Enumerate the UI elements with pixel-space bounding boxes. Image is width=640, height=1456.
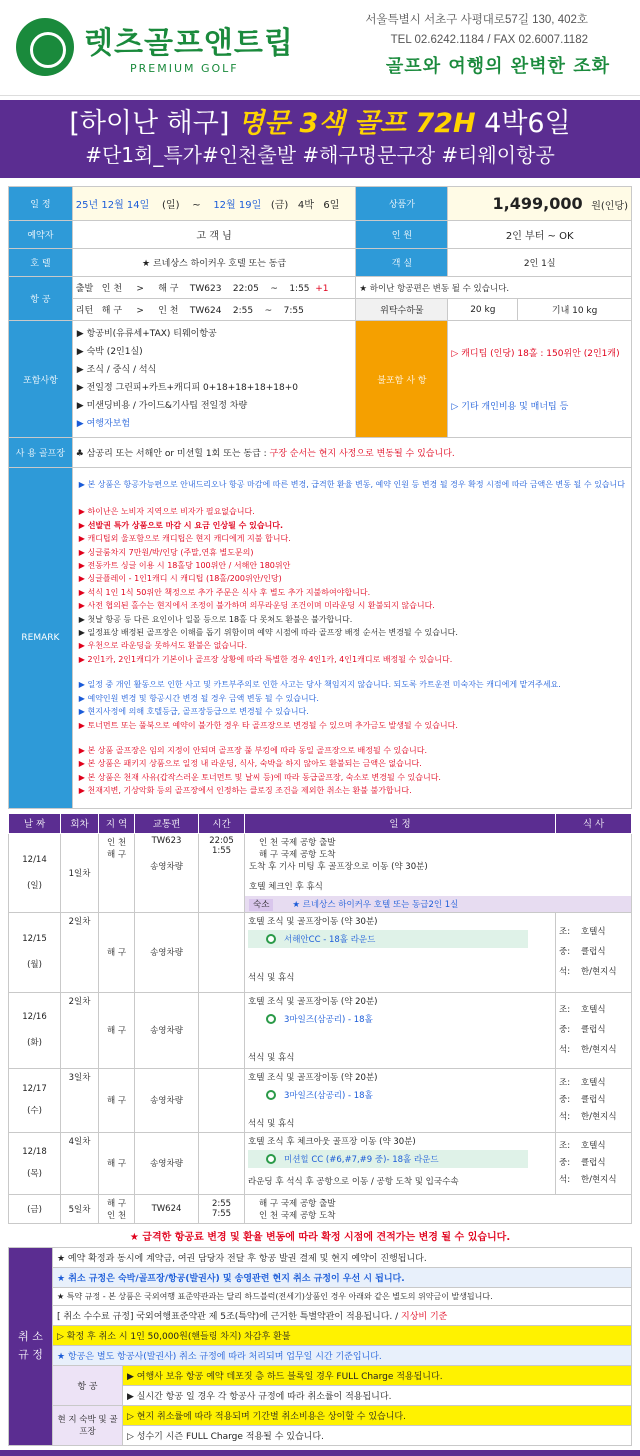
include-item: ▶ 여행자보험 (76, 419, 131, 429)
exclude-item: ▷ 기타 개인비용 및 매너팁 등 (451, 402, 569, 412)
people-label: 인 원 (356, 221, 448, 249)
excludes-label: 불포함 사 항 (356, 321, 448, 438)
price: 1,499,000 (492, 194, 583, 213)
room: 2인 1실 (448, 249, 632, 277)
include-item: ▶ 항공비(유류세+TAX) 티웨이항공 (76, 329, 217, 339)
include-item: ▶ 숙박 (2인1실) (76, 347, 143, 357)
accommodation: 숙소 ★ 르네상스 하이커우 호텔 또는 동급2인 1실 (245, 896, 631, 912)
golf-ball-airplane-icon (16, 18, 74, 76)
product-info-table (8, 186, 632, 809)
itinerary-day: 12/17 (수) 3일차 해 구 송영차량 호텔 조식 및 골프장이동 (약 20분) 3마일즈(삼공리) - 18홀 석식 및 휴식 조: 호텔식 중: 클럽식 석: 한/현지식 (9, 1068, 632, 1132)
hotel-label: 호 텔 (9, 249, 73, 277)
cancel-rule: [ 취소 수수료 규정] 국외여행표준약관 제 5조(특약)에 근거한 특별약관이 적용됩니다. / 지상비 기준 (53, 1305, 632, 1325)
hashtags: #단1회_특가#인천출발 #해구명문구장 #티웨이항공 (85, 143, 555, 167)
course-info: ♣ 삼공리 또는 서해안 or 미션힐 1회 또는 동급 : 구장 순서는 현지 사정으로 변동될 수 있습니다. (72, 438, 631, 468)
includes-list (72, 321, 356, 438)
itinerary-day: 12/15 (월) 2일차 해 구 송영차량 호텔 조식 및 골프장이동 (약 30분) 서해안CC - 18홀 라운드 석식 및 휴식 조: 호텔식 중: 클럽식 석: 한/현지식 (9, 912, 632, 992)
itinerary-day: 12/14 (일) 1일차 인 천 해 구 TW623 송영차량 22:05 1:55 인 천 국제 공항 출발 해 구 국제 공항 도착 도착 후 기사 미팅 후 골프장으로 이동 (약 30분) 호텔 체크인 후 휴식 숙소 ★ 르네상스 하이커우 호텔 또는 동급2인 1실 (9, 833, 632, 912)
cancel-rule: ▶ 실시간 항공 일 경우 각 항공사 규정에 따라 취소률이 적용됩니다. (123, 1385, 632, 1405)
local-cancel-label: 현 지 숙박 및 골프장 (53, 1405, 123, 1445)
golf-round: 3마일즈(삼공리) - 18홀 (248, 1086, 528, 1104)
tagline: 골프와 여행의 완벽한 조화 (385, 56, 610, 77)
people: 2인 부터 ~ OK (448, 221, 632, 249)
air-label: 항 공 (9, 277, 73, 321)
golf-round: 미션힐 CC (#6,#7,#9 중)- 18홀 라운드 (248, 1150, 528, 1168)
title-banner (0, 100, 640, 178)
meals: 조: 호텔식 중: 클럽식 석: 한/현지식 (556, 912, 632, 992)
golf-round: 3마일즈(삼공리) - 18홀 (248, 1010, 528, 1028)
golf-round: 서해안CC - 18홀 라운드 (248, 930, 528, 948)
address: 서울특별시 서초구 사평대로57길 130, 402호 (365, 14, 588, 26)
contact-info (365, 10, 588, 50)
meals: 조: 호텔식 중: 클럽식 석: 한/현지식 (556, 1068, 632, 1132)
air-cancel-label: 항 공 (53, 1365, 123, 1405)
booker-label: 예약자 (9, 221, 73, 249)
itinerary-day: 12/18 (목) 4일차 해 구 송영차량 호텔 조식 후 체크아웃 골프장 이동 (약 30분) 미션힐 CC (#6,#7,#9 중)- 18홀 라운드 라운딩 후 석식 후 공항으로 이동 / 공항 도착 및 입국수속 조: 호텔식 중: 클럽식 석: 한/현지식 (9, 1132, 632, 1194)
cancel-rule: ★ 취소 규정은 숙박/골프장/항공(발권사) 및 송영관련 현지 취소 규정이 우선 시 됩니다. (53, 1267, 632, 1287)
price-label: 상품가 (356, 187, 448, 221)
cancel-label: 취 소 규 정 (9, 1247, 53, 1445)
cancellation-table (8, 1247, 632, 1446)
exclude-item: ▷ 캐디팁 (인당) 18홀 : 150위안 (2인1캐) (451, 349, 620, 359)
golf-ball-icon (266, 1154, 276, 1164)
room-label: 객 실 (356, 249, 448, 277)
footer-bar (0, 1450, 640, 1456)
baggage-label: 위탁수하물 (356, 299, 448, 321)
logo[interactable] (12, 12, 302, 82)
remark-label: REMARK (9, 468, 73, 809)
itinerary-day: (금) 5일차 해 구 인 천 TW624 2:55 7:55 해 구 국제 공항 출발 인 천 국제 공항 도착 (9, 1194, 632, 1223)
itinerary-table (8, 813, 632, 1224)
cancel-rule: ▷ 성수기 시즌 FULL Charge 적용될 수 있습니다. (123, 1425, 632, 1445)
remark-content: ▶ 본 상품은 항공가능편으로 안내드리오나 항공 마감에 따른 변경, 급격한 환율 변동, 예약 인원 등 변경 될 경우 확정 시점에 따라 금액은 변동 될 수 있습니다 ▶ 하이난은 노비자 지역으로 비자가 필요없습니다. ▶ 선발권 특가 상품으로 마감 시 요금 인상될 수 있습니다. ▶ 캐디팁외 울포함으로 캐디팁은 현지 캐디에게 지불 합니다. ▶ 싱글룸차지 7만원/박/인당 (주말,연휴 별도문의) ▶ 전동카트 싱글 이용 시 18홀당 100위안 / 서해안 180위안 ▶ 싱글플레이 - 1인1캐디 시 캐디팁 (18홀/200위안/인당) ▶ 석식 1인 1식 50위안 책정으로 추가 주문은 식사 후 별도 추가 지불하여야합니다. ▶ 사전 협의된 홀수는 현지에서 조정이 불가하며 의무라운딩 조건이며 미라운딩 시 환불되지 않습니다. ▶ 첫날 항공 등 다른 요인이나 일몰 등으로 18홀 다 못쳐도 환불은 불가합니다. ▶ 일정표상 배정된 골프장은 이해를 돕기 위함이며 예약 시점에 따라 골프장 배정 순서는 변경될 수 있습니다. ▶ 우천으로 라운딩을 못하셔도 환불은 없습니다. ▶ 2인1카, 2인1캐디가 기본이나 골프장 상황에 따라 특별한 경우 4인1카, 4인1캐디로 배정될 수 있습니다. ▶ 일정 중 개인 활동으로 인한 사고 및 카트부주의로 인한 사고는 당사 책임지지 않습니다. 되도록 카트운전 미숙자는 캐디에게 맡겨주세요. ▶ 예약인원 변경 및 항공시간 변경 될 경우 금액 변동 될 수 있습니다. ▶ 현지사정에 의해 호텔등급, 골프장등급으로 변경될 수 있습니다. ▶ 토너먼트 또는 풀북으로 예약이 불가한 경우 타 골프장으로 변경될 수 있으며 추가금도 발생될 수 있습니다. ▶ 본 상품 골프장은 임의 지정이 안되며 골프장 풀 부킹에 따라 동일 골프장으로 배정될 수 있습니다. ▶ 본 상품은 패키지 상품으로 일정 내 라운딩, 식사, 숙박을 하지 않아도 환불되는 금액은 없습니다. ▶ 본 상품은 천재 사유(갑작스러운 토너먼트 및 날씨 등)에 따라 동급골프장, 숙소로 변경될 수 있습니다. ▶ 천재지변, 기상악화 등의 골프장에서 인정하는 클로징 조건을 제외한 취소는 환불 불가합니다. (72, 468, 631, 809)
price-change-notice: ★ 급격한 항공료 변경 및 환율 변동에 따라 확정 시점에 견적가는 변경 될 수 있습니다. (129, 1231, 511, 1243)
meals: 조: 호텔식 중: 클럽식 석: 한/현지식 (556, 1132, 632, 1194)
departure-flight: 출발 인 천 > 해 구 TW623 22:05 ~ 1:55 +1 (72, 277, 356, 299)
return-flight: 리턴 해 구 > 인 천 TW624 2:55 ~ 7:55 (72, 299, 356, 321)
logo-subtitle: PREMIUM GOLF (130, 62, 239, 75)
flight-note: ★ 하이난 항공편은 변동 될 수 있습니다. (356, 277, 632, 299)
cancel-rule: ▷ 현지 취소률에 따라 적용되며 기간별 취소비용은 상이할 수 있습니다. (123, 1405, 632, 1425)
cancel-rule: ★ 항공은 별도 항공사(발권사) 취소 규정에 따라 처리되며 업무일 시간 기준입니다. (53, 1345, 632, 1365)
itinerary-header: 날 짜 회차 지 역 교통편 시간 일 정 식 사 (9, 813, 632, 833)
logo-title: 렛츠골프앤트립 (84, 26, 294, 61)
meals: 조: 호텔식 중: 클럽식 석: 한/현지식 (556, 992, 632, 1068)
golf-ball-icon (266, 1014, 276, 1024)
checked-bag: 20 kg (448, 299, 518, 321)
cancel-rule: ▶ 여행사 보유 항공 예약 데포짓 층 하드 블록일 경우 FULL Charge 적용됩니다. (123, 1365, 632, 1385)
title-highlight: 명문 3색 골프 72H (237, 108, 476, 139)
date-label: 일 정 (9, 187, 73, 221)
excludes-list (448, 321, 632, 438)
product-title (0, 108, 640, 140)
include-item: ▶ 미샌딩비용 / 가이드&기사팁 전일정 차량 (76, 401, 248, 411)
cancel-rule: ▷ 확정 후 취소 시 1인 50,000원(핸들링 차지) 차감후 환불 (53, 1325, 632, 1345)
schedule-dates: 25년 12월 14일 (일) ~ 12월 19일 (금) 4박 6일 (72, 187, 356, 221)
golf-ball-icon (266, 934, 276, 944)
includes-label: 포함사항 (9, 321, 73, 438)
booker: 고 객 님 (72, 221, 356, 249)
hotel: ★ 르네상스 하이커우 호텔 또는 동급 (72, 249, 356, 277)
include-item: ▶ 전일정 그린피+카트+캐디피 0+18+18+18+18+0 (76, 383, 298, 393)
title-prefix: [하이난 해구] (69, 108, 230, 139)
title-suffix: 4박6일 (484, 108, 571, 139)
price-cell: 1,499,000 원(인당) (448, 187, 632, 221)
include-item: ▶ 조식 / 중식 / 석식 (76, 365, 157, 375)
itinerary-day: 12/16 (화) 2일차 해 구 송영차량 호텔 조식 및 골프장이동 (약 20분) 3마일즈(삼공리) - 18홀 석식 및 휴식 조: 호텔식 중: 클럽식 석: 한/현지식 (9, 992, 632, 1068)
carry-on-bag: 기내 10 kg (518, 299, 632, 321)
golf-ball-icon (266, 1090, 276, 1100)
cancel-rule: ★ 특약 규정 - 본 상품은 국외여행 표준약관과는 달리 하드블럭(전세기)상품인 경우 아래와 같은 별도의 위약금이 발생됩니다. (53, 1287, 632, 1305)
tel-fax: TEL 02.6242.1184 / FAX 02.6007.1182 (390, 34, 588, 46)
header (0, 0, 640, 96)
cancel-rule: ★ 예약 확정과 동시에 계약금, 여권 담당자 전달 후 항공 발권 결제 및 현지 예약이 진행됩니다. (53, 1247, 632, 1267)
course-label: 사 용 골프장 (9, 438, 73, 468)
